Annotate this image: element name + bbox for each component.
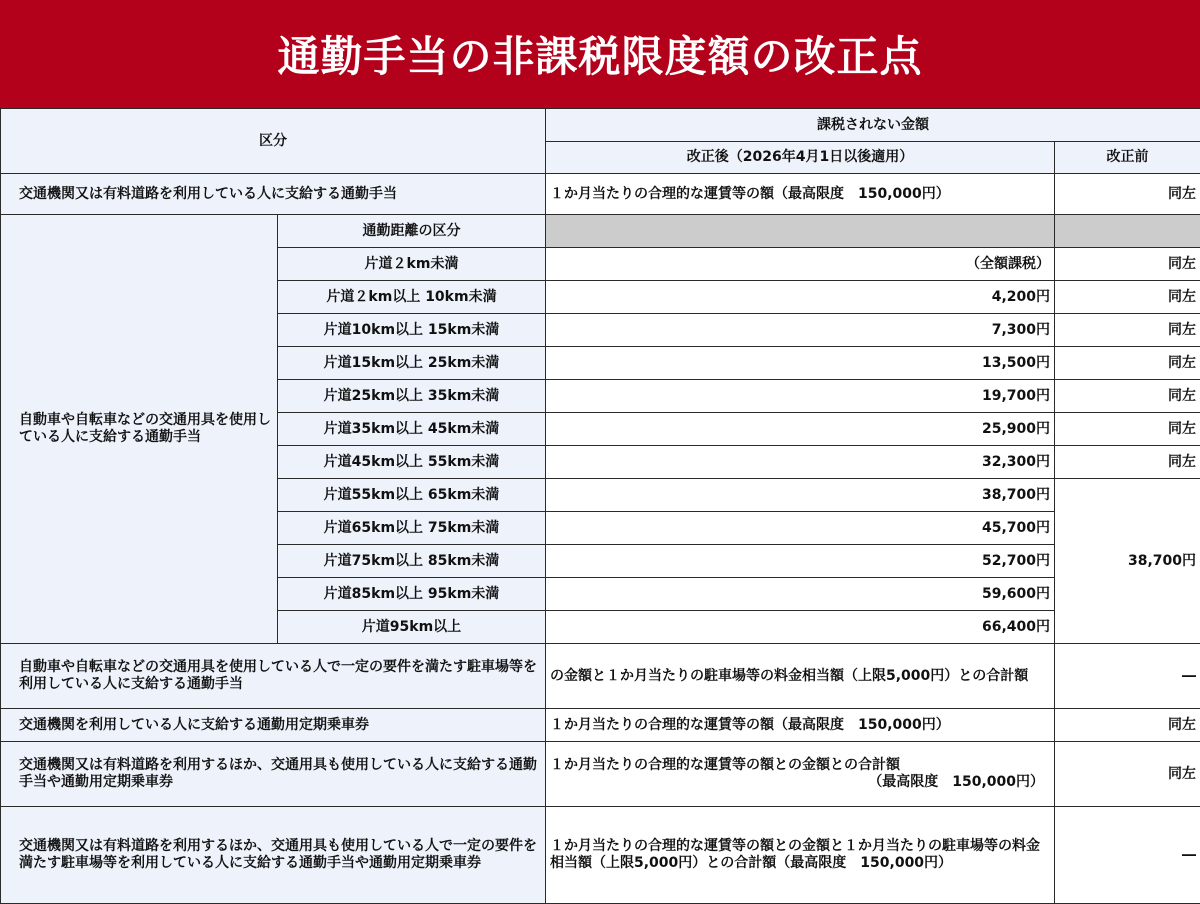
row-label-mixed-parking: 交通機関又は有料道路を利用するほか、交通用具も使用している人で一定の要件を満たす駐車場等を利用している人に支給する通勤手当や通勤用定期乗車券 [1, 807, 546, 904]
row-after-commuter-pass: １か月当たりの合理的な運賃等の額（最高限度 150,000円） [546, 709, 1055, 742]
band-after-value: 66,400円 [546, 611, 1055, 644]
band-before-value: 同左 [1055, 380, 1200, 413]
row-label-commuter-pass: 交通機関を利用している人に支給する通勤用定期乗車券 [1, 709, 546, 742]
band-before-value: 同左 [1055, 446, 1200, 479]
page-title-banner [0, 0, 1200, 108]
band-after-value: 52,700円 [546, 545, 1055, 578]
distance-band: 片道10km以上 15km未満 [278, 314, 546, 347]
distance-band: 片道85km以上 95km未満 [278, 578, 546, 611]
merged-before-value: 38,700円 [1055, 479, 1200, 644]
band-after-value: 32,300円 [546, 446, 1055, 479]
row-label-vehicle: 自動車や自転車などの交通用具を使用している人に支給する通勤手当 [1, 215, 278, 644]
row-after-mixed-parking: １か月当たりの合理的な運賃等の額との金額と１か月当たりの駐車場等の料金相当額（上限5,000円）との合計額（最高限度 150,000円） [546, 807, 1055, 904]
band-after-value: 59,600円 [546, 578, 1055, 611]
row-after-mixed-line1: １か月当たりの合理的な運賃等の額との金額との合計額 [550, 757, 1050, 774]
table-row [1, 644, 1200, 709]
band-after-value: 7,300円 [546, 314, 1055, 347]
row-after-mixed-line2: （最高限度 150,000円） [550, 774, 1050, 791]
row-after-public-transport: １か月当たりの合理的な運賃等の額（最高限度 150,000円） [546, 174, 1055, 215]
table-row [1, 742, 1200, 807]
distance-band: 片道55km以上 65km未満 [278, 479, 546, 512]
allowance-table [0, 108, 1200, 904]
distance-header: 通勤距離の区分 [278, 215, 546, 248]
distance-band: 片道25km以上 35km未満 [278, 380, 546, 413]
band-before-value: 同左 [1055, 248, 1200, 281]
distance-band: 片道２km以上 10km未満 [278, 281, 546, 314]
table-row [1, 174, 1200, 215]
row-before-vehicle-parking: ― [1055, 644, 1200, 709]
row-before-commuter-pass: 同左 [1055, 709, 1200, 742]
distance-band: 片道75km以上 85km未満 [278, 545, 546, 578]
band-before-value: 同左 [1055, 347, 1200, 380]
table-row [1, 709, 1200, 742]
band-before-value: 同左 [1055, 413, 1200, 446]
band-before-value: 同左 [1055, 314, 1200, 347]
distance-band: 片道２km未満 [278, 248, 546, 281]
row-before-mixed: 同左 [1055, 742, 1200, 807]
header-before-revision: 改正前 [1055, 142, 1200, 174]
distance-band: 片道95km以上 [278, 611, 546, 644]
row-after-vehicle-parking: の金額と１か月当たりの駐車場等の料金相当額（上限5,000円）との合計額 [546, 644, 1055, 709]
band-after-value: 45,700円 [546, 512, 1055, 545]
row-label-public-transport: 交通機関又は有料道路を利用している人に支給する通勤手当 [1, 174, 546, 215]
header-nontaxable-amount: 課税されない金額 [546, 109, 1200, 142]
distance-band: 片道15km以上 25km未満 [278, 347, 546, 380]
row-before-mixed-parking: ― [1055, 807, 1200, 904]
row-after-mixed [546, 742, 1055, 807]
grey-cell [546, 215, 1055, 248]
header-after-revision: 改正後（2026年4月1日以後適用） [546, 142, 1055, 174]
table-row [1, 215, 1200, 248]
row-label-mixed: 交通機関又は有料道路を利用するほか、交通用具も使用している人に支給する通勤手当や通勤用定期乗車券 [1, 742, 546, 807]
band-before-value: 同左 [1055, 281, 1200, 314]
row-label-vehicle-parking: 自動車や自転車などの交通用具を使用している人で一定の要件を満たす駐車場等を利用している人に支給する通勤手当 [1, 644, 546, 709]
distance-band: 片道65km以上 75km未満 [278, 512, 546, 545]
header-category: 区分 [1, 109, 546, 174]
band-after-value: 38,700円 [546, 479, 1055, 512]
distance-band: 片道35km以上 45km未満 [278, 413, 546, 446]
band-after-value: （全額課税） [546, 248, 1055, 281]
page-title: 通勤手当の非課税限度額の改正点 [277, 24, 922, 84]
band-after-value: 13,500円 [546, 347, 1055, 380]
band-after-value: 19,700円 [546, 380, 1055, 413]
band-after-value: 25,900円 [546, 413, 1055, 446]
grey-cell [1055, 215, 1200, 248]
table-row [1, 807, 1200, 904]
row-before-public-transport: 同左 [1055, 174, 1200, 215]
band-after-value: 4,200円 [546, 281, 1055, 314]
distance-band: 片道45km以上 55km未満 [278, 446, 546, 479]
